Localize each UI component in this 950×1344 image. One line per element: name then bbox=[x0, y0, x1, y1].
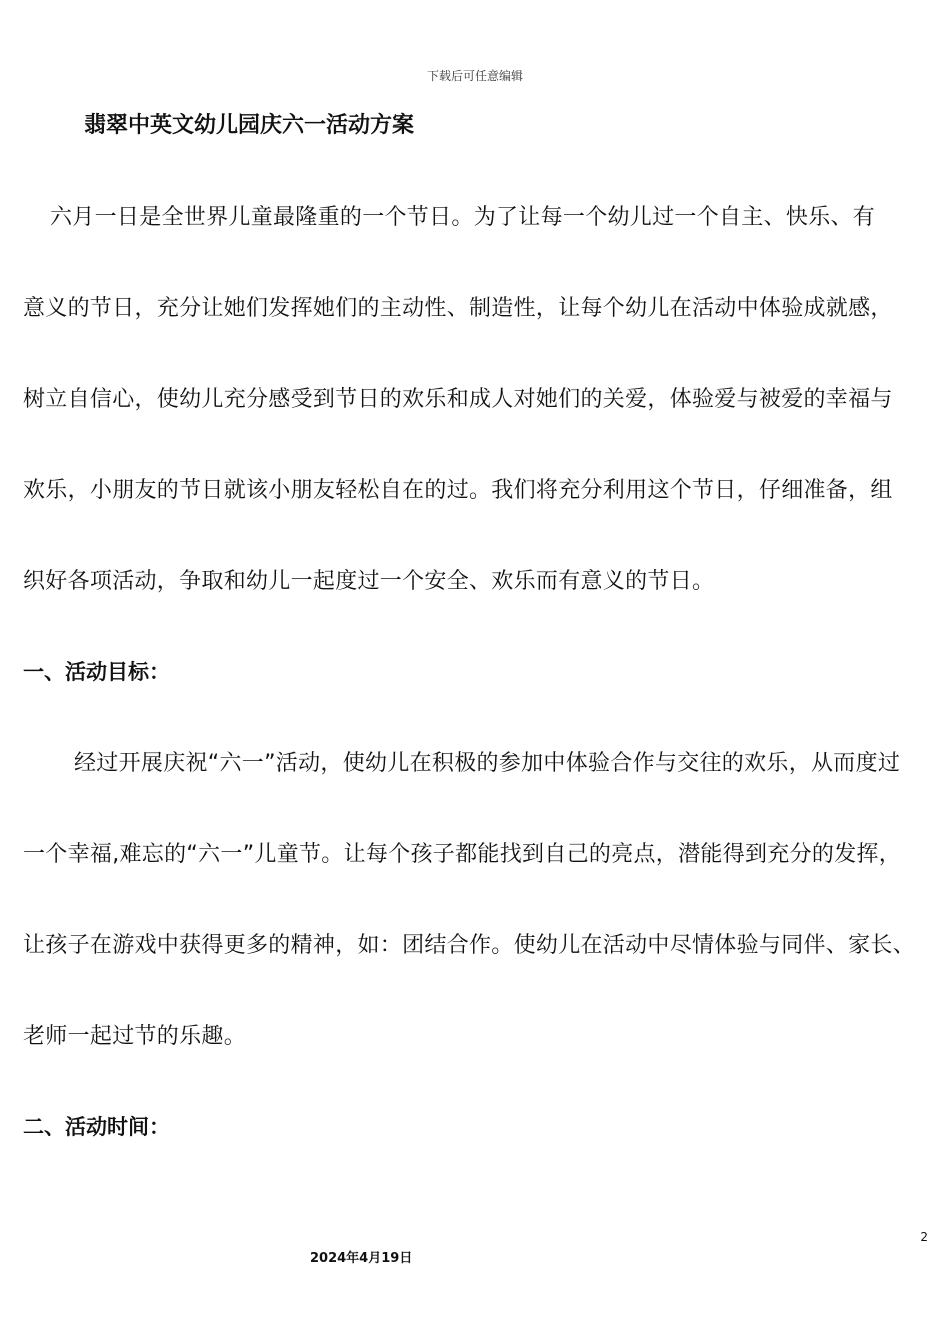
goals-line-3: 让孩子在游戏中获得更多的精神，如：团结合作。使幼儿在活动中尽情体验与同伴、家长、 bbox=[23, 933, 916, 958]
document-title: 翡翠中英文幼儿园庆六一活动方案 bbox=[84, 113, 415, 138]
goals-line-4: 老师一起过节的乐趣。 bbox=[23, 1024, 247, 1049]
section-heading-time: 二、活动时间： bbox=[23, 1115, 170, 1139]
goals-line-1: 经过开展庆祝“六一”活动，使幼儿在积极的参加中体验合作与交往的欢乐，从而度过 bbox=[74, 751, 901, 776]
intro-line-1: 六月一日是全世界儿童最隆重的一个节日。为了让每一个幼儿过一个自主、快乐、有 bbox=[50, 205, 876, 230]
goals-line-2: 一个幸福,难忘的“六一”儿童节。让每个孩子都能找到自己的亮点，潜能得到充分的发挥， bbox=[23, 842, 902, 867]
page-header: 下载后可任意编辑 bbox=[426, 69, 523, 83]
intro-line-3: 树立自信心，使幼儿充分感受到节日的欢乐和成人对她们的关爱，体验爱与被爱的幸福与 bbox=[23, 387, 893, 412]
footer-date: 2024年4月19日 bbox=[310, 1251, 413, 1266]
intro-line-4: 欢乐，小朋友的节日就该小朋友轻松自在的过。我们将充分利用这个节日，仔细准备，组 bbox=[23, 478, 893, 503]
intro-line-2: 意义的节日，充分让她们发挥她们的主动性、制造性，让每个幼儿在活动中体验成就感， bbox=[23, 296, 893, 321]
section-heading-goals: 一、活动目标： bbox=[23, 660, 170, 684]
intro-line-5: 织好各项活动，争取和幼儿一起度过一个安全、欢乐而有意义的节日。 bbox=[23, 569, 715, 594]
page-number: 2 bbox=[920, 1230, 928, 1244]
